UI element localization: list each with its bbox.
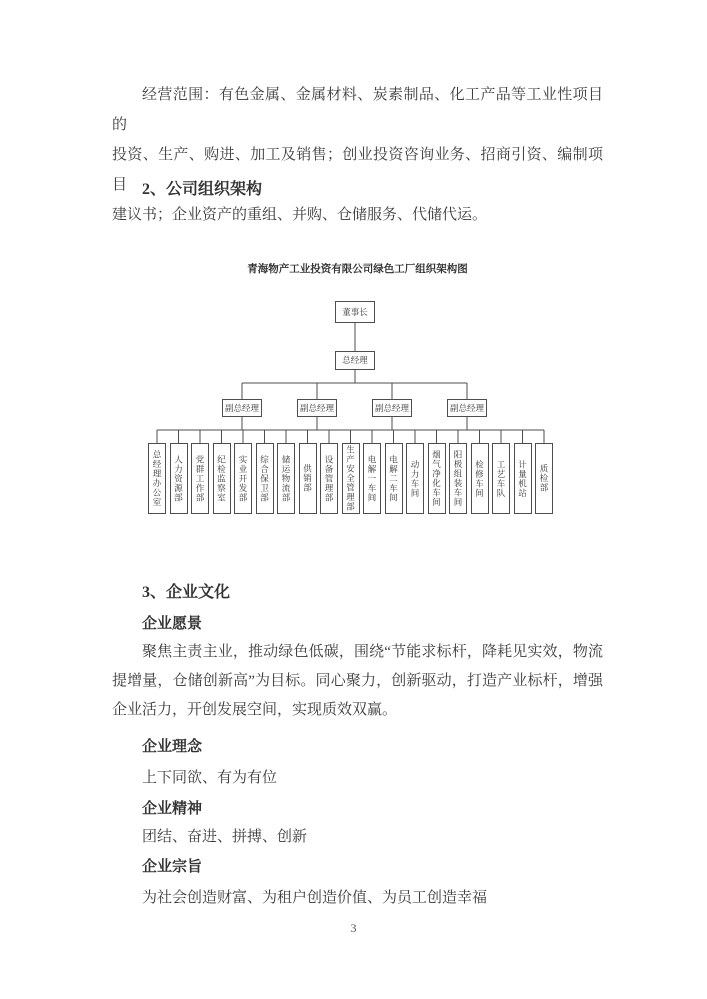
vice-gm-box: 副总经理 bbox=[447, 399, 487, 417]
paragraph-line: 建议书；企业资产的重组、并购、仓储服务、代储代运。 bbox=[112, 207, 488, 223]
department-box: 党群工作部 bbox=[191, 443, 209, 514]
department-box: 动力车间 bbox=[406, 443, 424, 514]
department-box: 人力资源部 bbox=[170, 443, 188, 514]
vice-gm-box: 副总经理 bbox=[297, 399, 337, 417]
business-scope-paragraph bbox=[112, 80, 603, 230]
paragraph-line: 投资、生产、购进、加工及销售；创业投资咨询业务、招商引资、编制项目 bbox=[112, 147, 603, 193]
department-box: 阳极组装车间 bbox=[449, 443, 467, 514]
department-box: 电解二车间 bbox=[385, 443, 403, 514]
department-box: 实业开发部 bbox=[234, 443, 252, 514]
vice-gm-box: 副总经理 bbox=[372, 399, 412, 417]
chairman-box: 董事长 bbox=[335, 301, 375, 323]
department-box: 质检部 bbox=[535, 443, 553, 514]
department-box: 检修车间 bbox=[471, 443, 489, 514]
vision-paragraph bbox=[112, 638, 603, 725]
department-box: 供销部 bbox=[299, 443, 317, 514]
paragraph-line: 经营范围：有色金属、金属材料、炭素制品、化工产品等工业性项目的 bbox=[112, 87, 603, 133]
vice-gm-row bbox=[222, 399, 487, 417]
spirit-heading: 企业精神 bbox=[142, 801, 203, 817]
department-box: 电解一车间 bbox=[363, 443, 381, 514]
page-number: 3 bbox=[350, 921, 357, 935]
philosophy-text: 上下同欲、有为有位 bbox=[142, 770, 278, 786]
org-chart bbox=[112, 292, 602, 522]
section-heading-culture: 3、企业文化 bbox=[142, 584, 231, 601]
department-box: 总经理办公室 bbox=[148, 443, 166, 514]
philosophy-heading: 企业理念 bbox=[142, 739, 203, 755]
department-box: 设备管理部 bbox=[320, 443, 338, 514]
section-heading-org: 2、公司组织架构 bbox=[142, 181, 263, 198]
vice-gm-box: 副总经理 bbox=[222, 399, 262, 417]
department-box: 工艺车队 bbox=[492, 443, 510, 514]
department-box: 纪检监察室 bbox=[213, 443, 231, 514]
paragraph-line: 聚焦主责主业，推动绿色低碳，围绕“节能求标杆，降耗见实效，物流 bbox=[142, 644, 603, 660]
department-box: 计量机站 bbox=[514, 443, 532, 514]
department-box: 生产安全管理部 bbox=[342, 443, 360, 514]
spirit-text: 团结、奋进、拼搏、创新 bbox=[142, 829, 308, 845]
department-box: 储运物流部 bbox=[277, 443, 295, 514]
paragraph-line: 企业活力，开创发展空间，实现质效双赢。 bbox=[112, 702, 398, 718]
vision-heading: 企业愿景 bbox=[142, 616, 203, 632]
purpose-text: 为社会创造财富、为租户创造价值、为员工创造幸福 bbox=[142, 890, 488, 906]
department-box: 综合保卫部 bbox=[256, 443, 274, 514]
department-row bbox=[148, 443, 553, 514]
paragraph-line: 提增量，仓储创新高”为目标。同心聚力，创新驱动，打造产业标杆，增强 bbox=[112, 673, 603, 689]
purpose-heading: 企业宗旨 bbox=[142, 859, 203, 875]
department-box: 烟气净化车间 bbox=[428, 443, 446, 514]
general-manager-box: 总经理 bbox=[335, 351, 375, 370]
org-chart-title: 青海物产工业投资有限公司绿色工厂组织架构图 bbox=[247, 264, 468, 275]
